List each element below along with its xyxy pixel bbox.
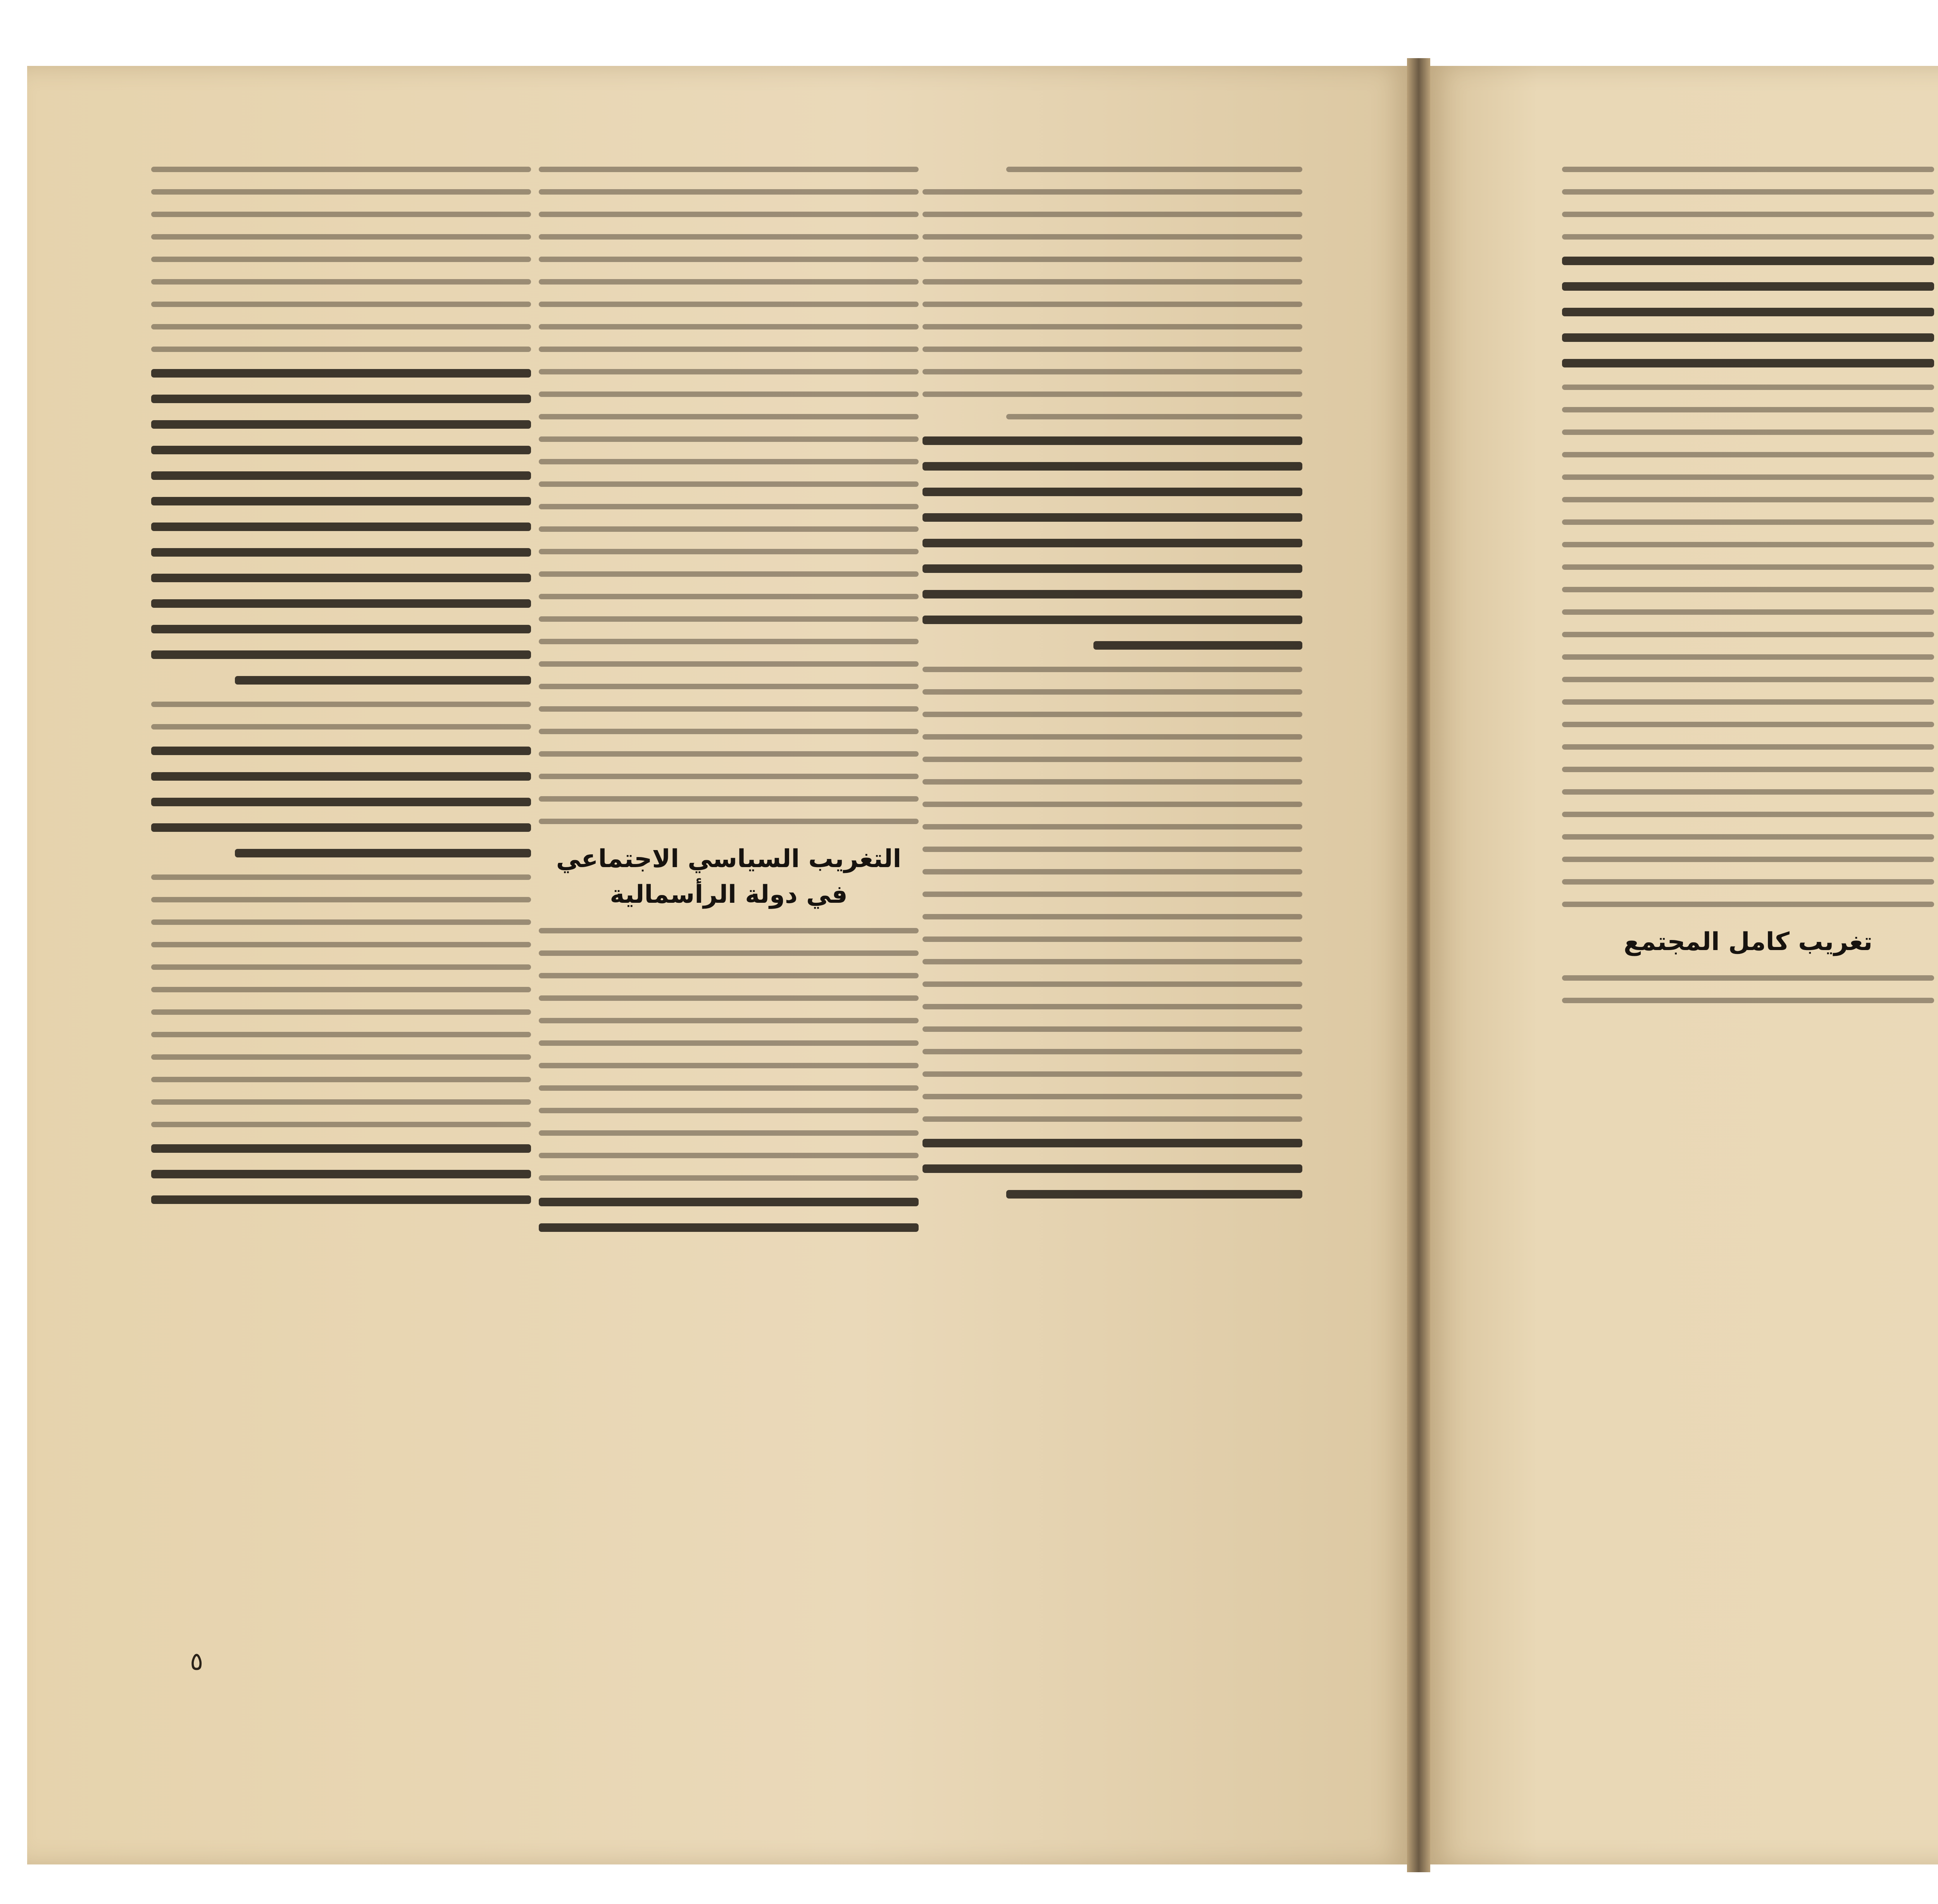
- left-page-column-1: [922, 167, 1302, 1216]
- right-page-column-3: [1562, 167, 1934, 1020]
- page-number-left: ٥: [190, 1647, 203, 1676]
- book-spine: [1407, 58, 1430, 1872]
- left-page-column-2: [539, 167, 919, 1249]
- left-page-column-3: [151, 167, 531, 1221]
- left-section-heading: التغريب السياسي الاجتماعي في دولة الرأسمالية: [556, 845, 902, 909]
- right-section-heading-3: تغريب كامل المجتمع: [1623, 928, 1873, 956]
